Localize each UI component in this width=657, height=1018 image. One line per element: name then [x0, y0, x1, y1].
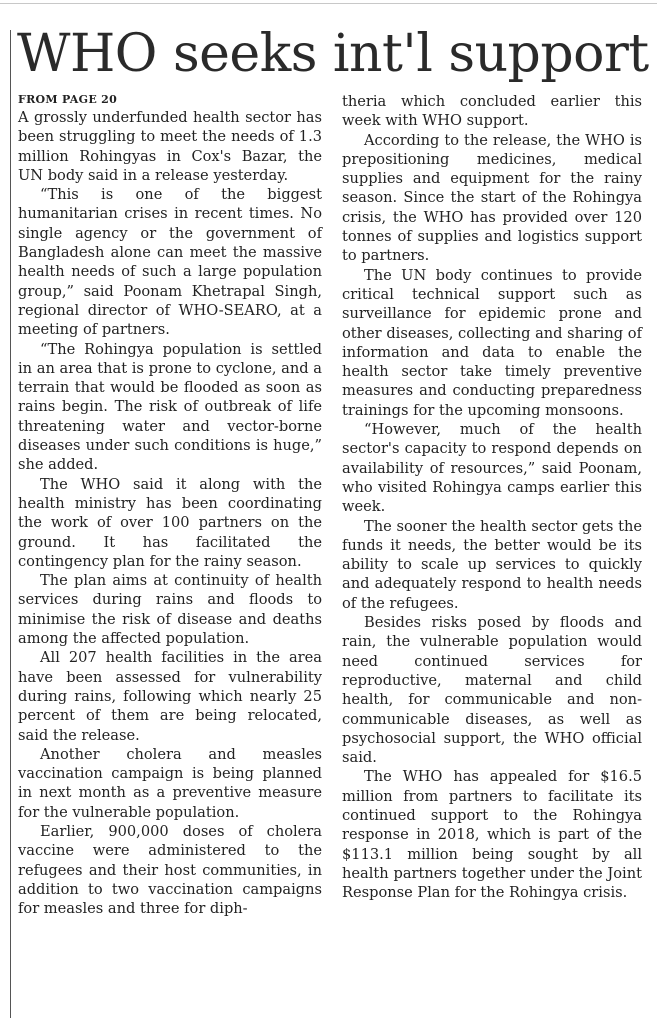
article-column-left: [18, 92, 322, 918]
article-paragraph: “This is one of the biggest humanitarian crises in recent times. No single agency or the government of Bangladesh alone can meet the massive health needs of such a large population group,” said Poonam Khetrapal Singh, regional director of WHO-SEARO, at a meeting of partners.: [18, 186, 322, 339]
article-paragraph: Besides risks posed by floods and rain, the vulnerable population would need continued services for reproductive, maternal and child health, for communicable and non-communicable diseases, as well as psychosocial support, the WHO official said.: [342, 614, 642, 767]
article-paragraph: The plan aims at continuity of health services during rains and floods to minimise the risk of disease and deaths among the affected population.: [18, 572, 322, 648]
article-headline: WHO seeks int'l support: [17, 24, 649, 84]
article-paragraph: The UN body continues to provide critical technical support such as surveillance for epidemic prone and other diseases, collecting and sharing of information and data to enable the health sector take timely preventive measures and conducting preparedness trainings for the upcoming monsoons.: [342, 266, 642, 419]
article-column-right: [342, 92, 642, 902]
article-paragraph: Earlier, 900,000 doses of cholera vaccine were administered to the refugees and their host communities, in addition to two vaccination campaigns for measles and three for diph-: [18, 822, 322, 918]
left-column-rule: [10, 30, 11, 1018]
continuation-label: FROM PAGE 20: [18, 93, 118, 106]
article-paragraph: The WHO has appealed for $16.5 million from partners to facilitate its continued support to the Rohingya response in 2018, which is part of the $113.1 million being sought by all health partners together under the Joint Response Plan for the Rohingya crisis.: [342, 768, 642, 902]
article-paragraph: “The Rohingya population is settled in an area that is prone to cyclone, and a terrain that would be flooded as soon as rains begin. The risk of outbreak of life threatening water and vector-borne diseases under such conditions is huge,” she added.: [18, 340, 322, 474]
article-paragraph: theria which concluded earlier this week with WHO support.: [342, 93, 642, 130]
article-paragraph: Another cholera and measles vaccination campaign is being planned in next month as a preventive measure for the vulnerable population.: [18, 745, 322, 821]
top-border-line: [0, 3, 657, 4]
article-paragraph: A grossly underfunded health sector has been struggling to meet the needs of 1.3 million Rohingyas in Cox's Bazar, the UN body said in a release yesterday.: [18, 109, 322, 184]
article-paragraph: The sooner the health sector gets the funds it needs, the better would be its ability to scale up services to quickly and adequately respond to health needs of the refugees.: [342, 517, 642, 612]
article-paragraph: According to the release, the WHO is prepositioning medicines, medical supplies and equipment for the rainy season. Since the start of the Rohingya crisis, the WHO has provided over 120 tonnes of supplies and logistics support to partners.: [342, 131, 642, 265]
article-paragraph: “However, much of the health sector's capacity to respond depends on availability of resources,” said Poonam, who visited Rohingya camps earlier this week.: [342, 421, 642, 516]
article-paragraph: All 207 health facilities in the area have been assessed for vulnerability during rains, following which nearly 25 percent of them are being relocated, said the release.: [18, 649, 322, 744]
article-paragraph: The WHO said it along with the health ministry has been coordinating the work of over 100 partners on the ground. It has facilitated the contingency plan for the rainy season.: [18, 475, 322, 570]
